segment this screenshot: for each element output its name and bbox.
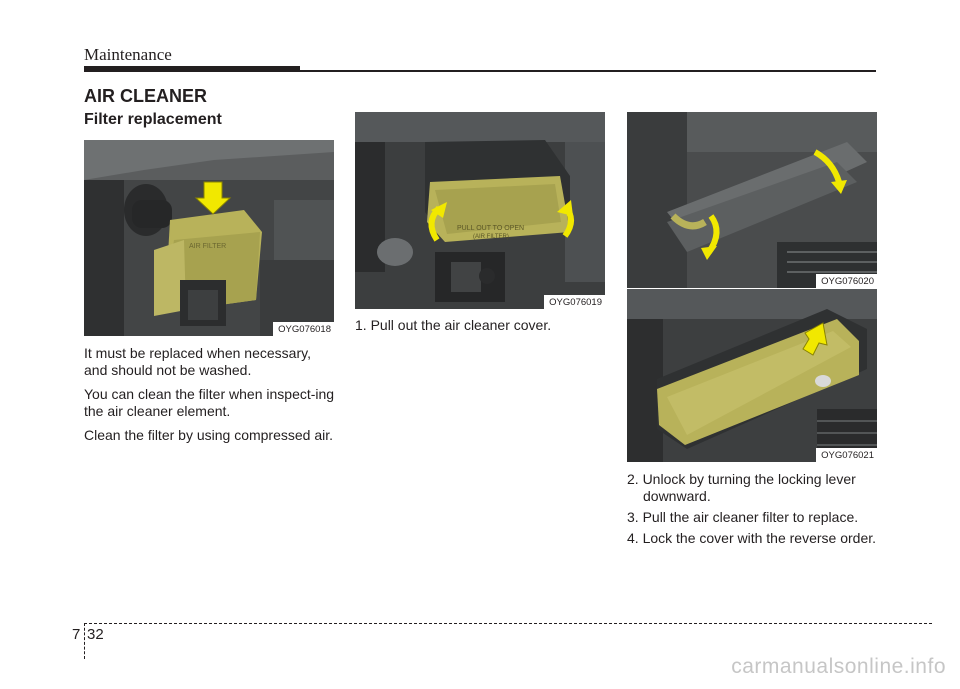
watermark: carmanualsonline.info bbox=[731, 655, 946, 678]
cover-text-1: PULL OUT TO OPEN bbox=[457, 225, 525, 232]
cover-text-1: AIR FILTER bbox=[189, 243, 227, 250]
paragraph: It must be replaced when necessary, and should not be washed. bbox=[84, 345, 311, 378]
column-1-text bbox=[84, 345, 336, 444]
page-title: AIR CLEANER bbox=[84, 86, 208, 106]
cover-text-2: (AIR FILTER) bbox=[473, 234, 509, 240]
header-rule-thin bbox=[300, 70, 876, 72]
page-number: 32 bbox=[87, 626, 104, 643]
paragraph: Clean the filter by using compressed air. bbox=[84, 427, 334, 443]
footer-divider bbox=[84, 623, 85, 659]
figure-engine-bay-cover bbox=[84, 140, 334, 336]
paragraph: You can clean the filter when inspect-ing the air cleaner element. bbox=[84, 386, 335, 419]
figure-code: OYG076018 bbox=[273, 322, 334, 336]
engine-photo-2 bbox=[355, 112, 605, 309]
step-item: 2. Unlock by turning the locking lever downward. bbox=[627, 471, 856, 504]
figure-pull-cover bbox=[355, 112, 605, 309]
step-1: 1. Pull out the air cleaner cover. bbox=[355, 317, 552, 333]
header-rule-thick bbox=[84, 66, 300, 72]
chapter-number: 7 bbox=[72, 626, 81, 643]
subsection-title: Filter replacement bbox=[84, 111, 222, 128]
figure-code: OYG076020 bbox=[816, 274, 877, 288]
section-label: Maintenance bbox=[84, 45, 172, 64]
engine-photo-1 bbox=[84, 140, 334, 336]
step-item: 3. Pull the air cleaner filter to replace. bbox=[627, 509, 859, 525]
figure-code: OYG076019 bbox=[544, 295, 605, 309]
figure-code: OYG076021 bbox=[816, 448, 877, 462]
engine-photo-3 bbox=[627, 112, 877, 288]
footer-rule bbox=[84, 623, 932, 624]
step-item: 4. Lock the cover with the reverse order. bbox=[627, 530, 877, 546]
figure-filter-element bbox=[627, 289, 877, 462]
figure-locking-lever bbox=[627, 112, 877, 288]
step-list bbox=[627, 471, 879, 551]
engine-photo-4 bbox=[627, 289, 877, 462]
